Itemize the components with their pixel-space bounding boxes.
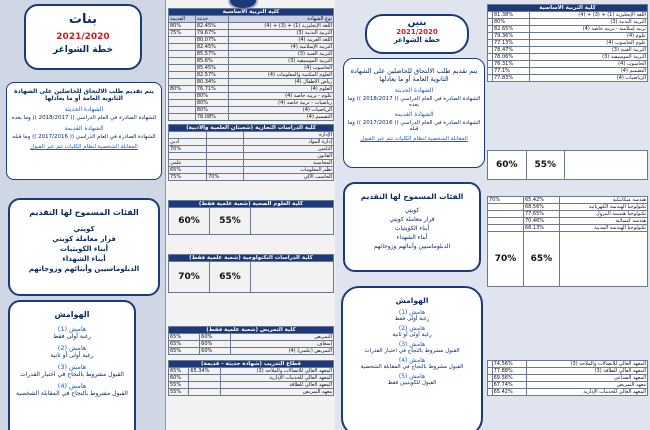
- boys-eligibility-box: [343, 58, 485, 168]
- table-row: 65% 60% إسعاف: [170, 341, 332, 347]
- boys-note-5-text: القبول للكويتيين فقط: [387, 380, 437, 386]
- table-row: 75% 79.67% التربية البدنية (3): [170, 30, 332, 36]
- table-row: 65% 65.34% المعهد العالي للاتصالات والملاحة (3): [170, 368, 332, 374]
- table-row: 68.13% تكنولوجيا الهندسة المدنية: [488, 225, 648, 232]
- girls-categories-box: [8, 198, 160, 296]
- boys-basic-title: كلية التربية الأساسية: [488, 5, 648, 12]
- boys-panel: [335, 0, 650, 430]
- table-row: 85.57% التربية الفنية (3): [169, 51, 334, 58]
- boys-category-2: قرار معاملة كويتي: [389, 216, 435, 223]
- girls-nursing-title: كلية التمريض (شعبة علمية فقط): [169, 327, 334, 334]
- table-row: 77.13% علوم الحاسوب (4): [488, 40, 648, 47]
- girls-health-table: [168, 200, 334, 235]
- table-row: 80.34% رياض الأطفال (4): [169, 79, 334, 86]
- boys-note-1-text: رغبة أولى فقط: [394, 316, 430, 322]
- col-spec: نوع الشهادة: [228, 16, 333, 23]
- girls-note-1-label: هامش (1): [57, 325, 87, 333]
- table-row: 85.45% الحاسوب (4): [169, 65, 334, 72]
- boys-tech-table: [487, 196, 648, 287]
- table-row: 67.74% معهد التمريض: [488, 382, 648, 389]
- boys-note-5-label: هامش (5): [398, 373, 426, 380]
- table-row: القانون: [169, 153, 334, 160]
- boys-category-3: أبناء الكويتيات: [394, 225, 430, 232]
- boys-link[interactable]: المقابلة الشخصية لنظام الكليات تتم عبر القبول: [360, 136, 468, 142]
- table-row: 70% التأمين: [170, 146, 332, 152]
- girls-note-1-text: رغبة أولى فقط: [53, 333, 91, 340]
- boys-title-box: [365, 14, 469, 54]
- table-row: 74.56% المعهد العالي للاتصالات والملاحة (3): [488, 361, 648, 368]
- table-row: 82.65% تربية إسلامية - تربية خاصة (4): [488, 26, 648, 33]
- girls-link[interactable]: المقابلة الشخصية لنظام الكليات تتم عبر القبول: [30, 144, 138, 150]
- table-row: 65.42% المعهد العالي للخدمات الإدارية: [488, 389, 648, 396]
- table-row: 70.46% هندسة كيميائية: [488, 218, 648, 225]
- table-row: 80.07% اللغة العربية (4): [169, 37, 334, 44]
- girls-note-3-text: القبول مشروط بالنجاح في اختبار القدرات: [20, 371, 124, 378]
- girls-health-old: 60%: [169, 208, 210, 235]
- table-row: 75% 70% الحاسب الآلي: [170, 174, 332, 180]
- girls-basic-table: [168, 8, 334, 121]
- table-row: 76.31% الحاسوب (4): [488, 61, 648, 68]
- boys-categories-box: [343, 182, 481, 272]
- girls-category-2: قرار معاملة كويتي: [52, 235, 116, 243]
- boys-notes-title: الهوامش: [395, 296, 429, 305]
- girls-old-text: الشهادة الصادرة في العام الدراسي (( 2017/2016 )) وما قبله: [12, 134, 156, 140]
- boys-health-old: 60%: [488, 151, 527, 180]
- boys-training-table: [487, 360, 648, 396]
- boys-category-1: كويتي: [404, 207, 420, 214]
- boys-note-4-text: القبول مشروط بالنجاح في المقابلة الشخصية: [360, 364, 464, 370]
- girls-category-1: كويتي: [73, 225, 95, 233]
- girls-panel: [0, 0, 165, 430]
- girls-modern-text: الشهادة الصادرة في العام الدراسي (( 2018/2017 )) وما بعده: [11, 115, 157, 121]
- girls-modern-label: الشهادة الحديثة: [64, 106, 104, 113]
- girls-old-label: الشهادة القديمة: [64, 125, 104, 132]
- boys-category-4: أبناء الشهداء: [396, 234, 428, 241]
- girls-note-4-label: هامش (4): [57, 382, 87, 390]
- boys-year: 2021/2020: [396, 28, 438, 36]
- table-row: 78.47% التربية الفنية (3): [488, 47, 648, 54]
- boys-old-label: الشهادة القديمة: [394, 111, 434, 118]
- girls-category-5: الدبلوماسيين وأبنائهم وزوجاتهم: [28, 265, 140, 273]
- table-row: 81.38% اللغة الإنجليزية (1) + (3) + (4): [488, 12, 648, 19]
- table-row: أدبي إدارة المواد: [170, 139, 332, 145]
- table-row: 77.1% التصميم (4): [488, 68, 648, 75]
- girls-business-table: [168, 124, 334, 181]
- boys-note-1-label: هامش (1): [398, 309, 426, 316]
- table-row: 85.6% التربية الموسيقية (3): [169, 58, 334, 65]
- table-row: 80% 82.45% اللغة الإنجليزية (1) + (3) + (4): [170, 23, 332, 29]
- boys-tech-old: 70%: [488, 232, 524, 287]
- boys-modern-text: الشهادة الصادرة في العام الدراسي (( 2018/2017 )) وما بعده: [347, 96, 481, 108]
- girls-tech-title: كلية الدراسات التكنولوجية (شعبة علمية فقط): [169, 255, 334, 262]
- boys-subtitle: خطة الشواغر: [393, 36, 441, 44]
- table-row: 80% 76.71% العلوم (4): [170, 86, 332, 92]
- girls-nursing-table: [168, 326, 334, 355]
- girls-title-box: [24, 4, 142, 70]
- boys-tech-new: 65%: [523, 232, 559, 287]
- table-row: 80% رياضيات - تربية خاصة (4): [169, 100, 334, 107]
- table-row: 82.57% العلوم المكتبية والمعلومات (4): [169, 72, 334, 79]
- boys-categories-title: الفئات المسموح لها التقديم: [360, 192, 464, 201]
- boys-title: بنين: [407, 18, 427, 28]
- girls-eligibility: يتم تقديم طلب الالتحاق للحاصلين على الشهادة الثانوية العامة أو ما يعادلها: [14, 88, 154, 102]
- table-row: 55% المعهد العالي للطاقة: [170, 382, 332, 388]
- girls-tables-panel: [165, 0, 336, 430]
- girls-basic-title: كلية التربية الأساسية: [169, 9, 334, 16]
- girls-note-4-text: القبول مشروط بالنجاح في المقابلة الشخصية: [16, 390, 128, 397]
- table-row: 78.08% التصميم (4): [169, 114, 334, 121]
- table-row: 65% نظم المعلومات: [170, 167, 332, 173]
- table-row: 65% 60% التمريض: [170, 334, 332, 340]
- girls-notes-title: الهوامش: [54, 310, 90, 319]
- table-row: علمي المحاسبة: [170, 160, 332, 166]
- table-row: 80% علوم - تربية خاصة (4): [169, 93, 334, 100]
- girls-year: 2021/2020: [56, 32, 110, 42]
- table-row: 80% الرياضيات (4): [169, 107, 334, 114]
- table-row: 80% التربية البدنية (3): [488, 19, 648, 26]
- boys-notes-box: [341, 286, 483, 430]
- boys-note-4-label: هامش (4): [398, 357, 426, 364]
- table-row: 68.56% تكنولوجيا الهندسة الكهربائية: [488, 204, 648, 211]
- girls-tech-old: 70%: [169, 262, 210, 293]
- table-row: 78.06% التربية الموسيقية (3): [488, 54, 648, 61]
- boys-note-2-text: رغبة أولى أو ثانية: [392, 332, 432, 338]
- girls-training-table: [168, 360, 334, 396]
- table-row: الإدارة: [169, 132, 334, 139]
- col-old: القديمة: [169, 16, 196, 23]
- girls-eligibility-box: [6, 82, 162, 180]
- table-row: 69.56% المعهد الصناعي: [488, 375, 648, 382]
- boys-note-2-label: هامش (2): [398, 325, 426, 332]
- boys-health-new: 55%: [526, 151, 565, 180]
- table-row: 70% 65.42% هندسة ميكانيكية: [489, 197, 646, 203]
- girls-tech-new: 65%: [210, 262, 251, 293]
- girls-note-2-label: هامش (2): [57, 344, 87, 352]
- girls-categories-title: الفئات المسموح لها التقديم: [29, 208, 139, 217]
- boys-eligibility: يتم تقديم طلب الالتحاق للحاصلين على الشهادة الثانوية العامة أو ما يعادلها: [350, 67, 478, 83]
- girls-health-title: كلية العلوم الصحية (شعبة علمية فقط): [169, 201, 334, 208]
- boys-health-table: [487, 150, 648, 180]
- girls-title: بنات: [68, 12, 98, 27]
- col-new: حديثة: [195, 16, 228, 23]
- table-row: 65% 60% التمريض (علمي) (4): [170, 348, 332, 354]
- table-row: 60% المعهد العالي للخدمات الإدارية: [170, 375, 332, 381]
- table-row: 82.45% التربية الإسلامية (4): [169, 44, 334, 51]
- girls-health-new: 55%: [210, 208, 251, 235]
- girls-business-title: كلية الدراسات التجارية (شعبتان العلمية والأدبية): [169, 125, 334, 132]
- girls-category-3: أبناء الكويتيات: [59, 245, 109, 253]
- boys-modern-label: الشهادة الحديثة: [394, 87, 434, 94]
- table-row: 79.36% علوم (4): [488, 33, 648, 40]
- table-row: 77.83% الرياضيات (4): [488, 75, 648, 82]
- girls-subtitle: خطة الشواغر: [53, 45, 113, 55]
- table-row: 55% معهد التمريض: [170, 389, 332, 395]
- boys-note-3-text: القبول مشروط بالنجاح في اختبار القدرات: [364, 348, 460, 354]
- girls-notes-box: [8, 300, 136, 430]
- girls-training-title: قطاع التدريب (شهادة حديثة - قديمة): [169, 361, 334, 368]
- boys-note-3-label: هامش (3): [398, 341, 426, 348]
- girls-note-2-text: رغبة أولى أو ثانية: [50, 352, 94, 359]
- boys-basic-table: [487, 4, 648, 82]
- girls-tech-table: [168, 254, 334, 293]
- girls-note-3-label: هامش (3): [57, 363, 87, 371]
- boys-old-text: الشهادة الصادرة في العام الدراسي (( 2017/2016 )) وما قبله: [347, 120, 481, 132]
- boys-category-5: الدبلوماسيين وأبنائهم وزوجاتهم: [373, 243, 451, 250]
- table-row: 77.65% تكنولوجيا هندسة البترول: [488, 211, 648, 218]
- girls-category-4: أبناء الشهداء: [62, 255, 106, 263]
- table-row: 77.88% المعهد العالي للطاقة (3): [488, 368, 648, 375]
